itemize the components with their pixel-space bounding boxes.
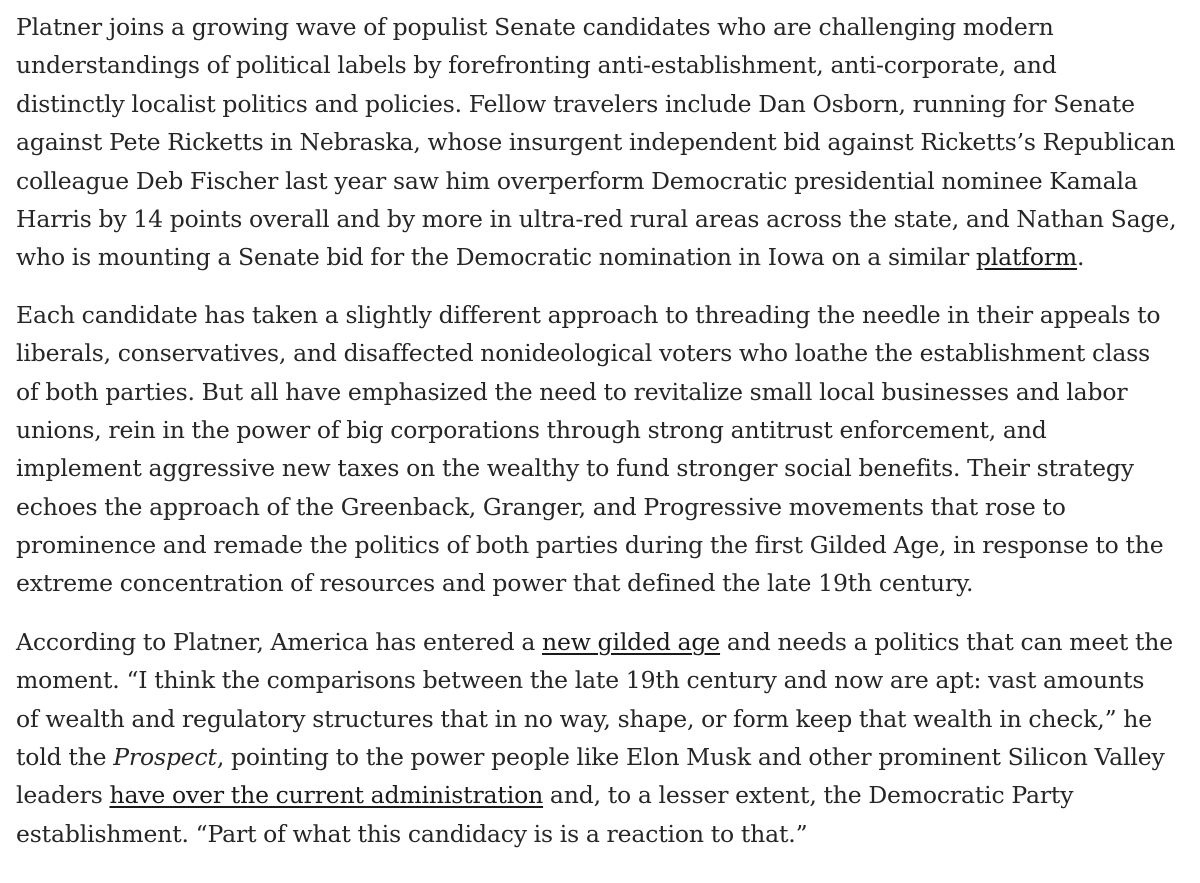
text-segment: who is mounting a Senate bid for the Democratic nomination in Iowa on a similar bbox=[16, 243, 976, 272]
paragraph-3 bbox=[16, 603, 1194, 853]
text-line: echoes the approach of the Greenback, Granger, and Progressive movements that rose to bbox=[16, 492, 1066, 521]
paragraph-1 bbox=[16, 0, 1194, 277]
text-line: prominence and remade the politics of both parties during the first Gilded Age, in response to the bbox=[16, 531, 1164, 560]
article-body bbox=[16, 0, 1194, 853]
text-line: implement aggressive new taxes on the wealthy to fund stronger social benefits. Their strategy bbox=[16, 454, 1134, 483]
text-line: of wealth and regulatory structures that in no way, shape, or form keep that wealth in check,” he bbox=[16, 704, 1152, 733]
paragraph-2 bbox=[16, 277, 1194, 603]
administration-link[interactable]: have over the current administration bbox=[109, 781, 544, 810]
text-line: Each candidate has taken a slightly different approach to threading the needle in their appeals to bbox=[16, 300, 1161, 329]
text-segment: According to Platner, America has entered a bbox=[16, 627, 543, 656]
text-line: colleague Deb Fischer last year saw him overperform Democratic presidential nominee Kamala bbox=[16, 166, 1138, 195]
text-line: Platner joins a growing wave of populist Senate candidates who are challenging modern bbox=[16, 13, 1054, 41]
text-line: distinctly localist politics and policies. Fellow travelers include Dan Osborn, running for Senate bbox=[16, 89, 1135, 118]
text-segment: leaders bbox=[16, 781, 110, 810]
platform-link[interactable]: platform bbox=[975, 243, 1078, 272]
text-segment: . bbox=[1077, 243, 1085, 272]
text-line: moment. “I think the comparisons between the late 19th century and now are apt: vast amounts bbox=[16, 666, 1145, 695]
publication-name: Prospect bbox=[113, 743, 217, 772]
text-line: against Pete Ricketts in Nebraska, whose insurgent independent bid against Ricketts’s Republican bbox=[16, 128, 1176, 157]
text-line bbox=[16, 738, 1194, 776]
text-line bbox=[16, 623, 1194, 661]
text-line bbox=[16, 238, 1194, 276]
text-line: extreme concentration of resources and power that defined the late 19th century. bbox=[16, 569, 974, 598]
text-line: unions, rein in the power of big corporations through strong antitrust enforcement, and bbox=[16, 415, 1047, 444]
text-segment: and, to a lesser extent, the Democratic Party bbox=[543, 781, 1074, 810]
text-segment: , pointing to the power people like Elon Musk and other prominent Silicon Valley bbox=[216, 743, 1165, 772]
text-segment: told the bbox=[16, 743, 114, 772]
text-line: liberals, conservatives, and disaffected nonideological voters who loathe the establishment class bbox=[16, 339, 1151, 368]
text-line bbox=[16, 776, 1194, 814]
text-line: of both parties. But all have emphasized the need to revitalize small local businesses and labor bbox=[16, 377, 1128, 406]
text-line: establishment. “Part of what this candidacy is is a reaction to that.” bbox=[16, 819, 808, 848]
text-line: Harris by 14 points overall and by more in ultra-red rural areas across the state, and Nathan Sage, bbox=[16, 204, 1177, 233]
new-gilded-age-link[interactable]: new gilded age bbox=[542, 627, 721, 656]
text-segment: and needs a politics that can meet the bbox=[720, 627, 1173, 656]
text-line: understandings of political labels by forefronting anti-establishment, anti-corporate, and bbox=[16, 51, 1057, 80]
